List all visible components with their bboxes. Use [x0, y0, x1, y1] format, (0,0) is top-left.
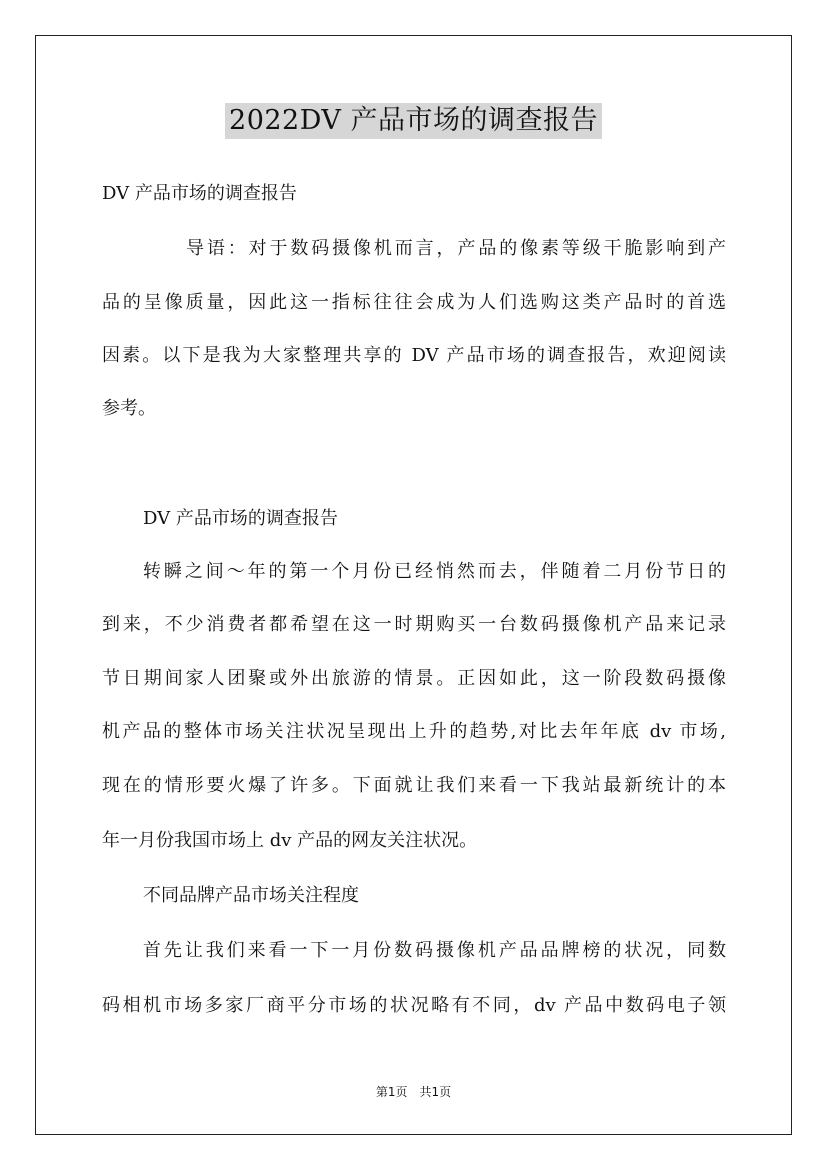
paragraph-line: 节日期间家人团聚或外出旅游的情景。正因如此，这一阶段数码摄像 — [102, 668, 726, 689]
paragraph-line: 转瞬之间～年的第一个月份已经悄然而去，伴随着二月份节日的 — [143, 561, 726, 582]
paragraph-line: 品的呈像质量，因此这一指标往往会成为人们选购这类产品时的首选 — [102, 292, 726, 313]
paragraph-line: 导语：对于数码摄像机而言，产品的像素等级干脆影响到产 — [186, 238, 726, 259]
paragraph-line: 因素。以下是我为大家整理共享的 DV 产品市场的调查报告，欢迎阅读 — [102, 345, 726, 366]
section-heading: 不同品牌产品市场关注程度 — [143, 885, 359, 906]
paragraph-line: 首先让我们来看一下一月份数码摄像机产品品牌榜的状况，同数 — [143, 940, 726, 961]
page-number-footer: 第1页 共1页 — [375, 1085, 452, 1099]
title-container — [0, 103, 827, 139]
paragraph-line: 年一月份我国市场上 dv 产品的网友关注状况。 — [102, 830, 478, 851]
paragraph-line: 参考。 — [102, 398, 156, 419]
paragraph-line: 到来，不少消费者都希望在这一时期购买一台数码摄像机产品来记录 — [102, 614, 726, 635]
section-heading: DV 产品市场的调查报告 — [102, 183, 297, 204]
document-title: 2022DV 产品市场的调查报告 — [225, 103, 602, 139]
paragraph-line: 现在的情形要火爆了许多。下面就让我们来看一下我站最新统计的本 — [102, 775, 726, 796]
section-heading: DV 产品市场的调查报告 — [143, 508, 338, 529]
paragraph-line: 码相机市场多家厂商平分市场的状况略有不同，dv 产品中数码电子领 — [102, 995, 726, 1016]
paragraph-line: 机产品的整体市场关注状况呈现出上升的趋势,对比去年年底 dv 市场, — [102, 721, 726, 742]
